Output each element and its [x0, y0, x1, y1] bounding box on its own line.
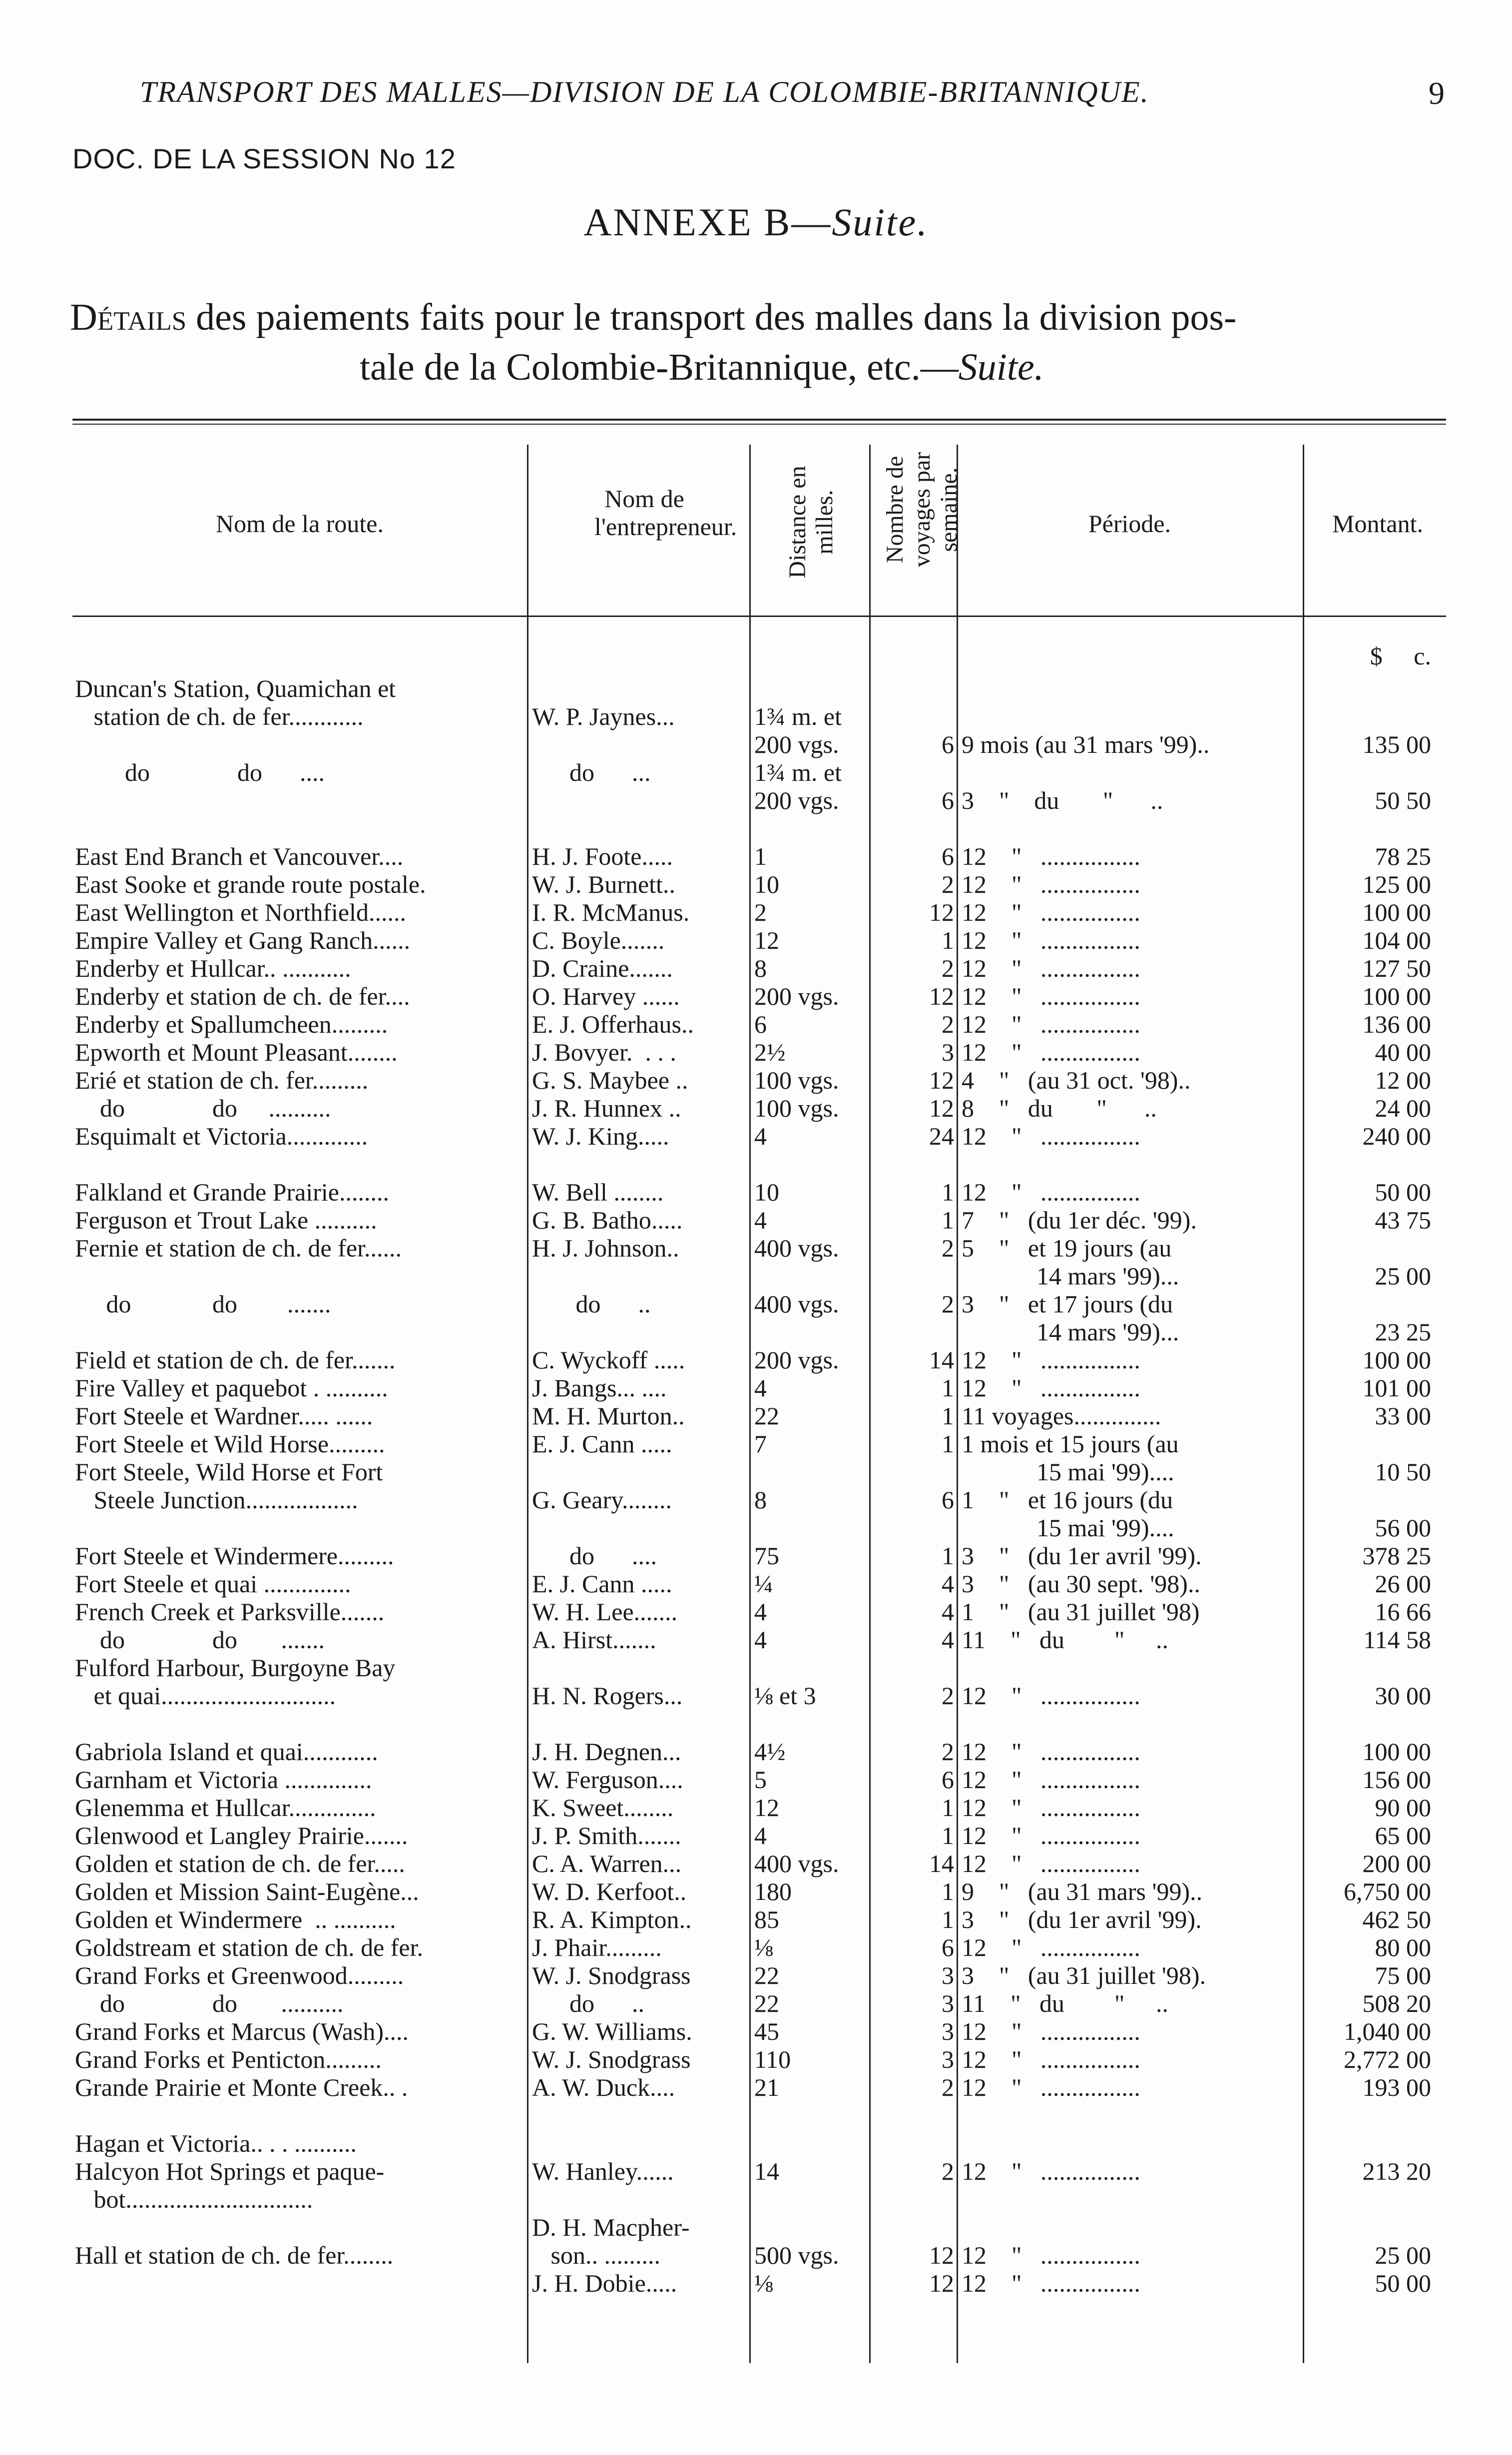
cell-contractor: O. Harvey ......: [532, 982, 680, 1010]
details-line-2: tale de la Colombie-Britannique, etc.—: [360, 346, 959, 388]
cell-period: 12 " ................: [962, 2073, 1140, 2101]
cell-period: 12 " ................: [962, 2045, 1140, 2073]
cell-period: 3 " du " ..: [962, 786, 1163, 814]
cell-route: Fort Steele et Wardner..... ......: [75, 1402, 373, 1430]
cell-contractor: C. A. Warren...: [532, 1849, 682, 1877]
cell-distance: 14: [754, 2157, 779, 2185]
column-header-route: Nom de la route.: [215, 510, 384, 538]
cell-period: 12 " ................: [962, 1178, 1140, 1206]
cell-distance: 8: [754, 1486, 767, 1514]
column-header-distance: Distance en milles.: [784, 466, 838, 579]
details-line-2-wrap: [70, 342, 1449, 392]
cell-route: French Creek et Parksville.......: [75, 1598, 385, 1626]
cell-amount: 125 00: [1362, 870, 1431, 898]
cell-amount: 30 00: [1375, 1682, 1431, 1710]
table-top-rule-2: [72, 424, 1446, 425]
column-header-trips: Nombre de voyages par semaine.: [882, 452, 962, 568]
cell-contractor: R. A. Kimpton..: [532, 1905, 692, 1933]
cell-contractor: E. J. Cann .....: [532, 1430, 672, 1458]
cell-route: Ferguson et Trout Lake ..........: [75, 1206, 377, 1234]
cell-trips: 2: [942, 2157, 954, 2185]
cell-distance: 6: [754, 1010, 767, 1038]
cell-trips: 1: [942, 1822, 954, 1849]
cell-distance: 4: [754, 1374, 767, 1402]
cell-contractor: W. H. Lee.......: [532, 1598, 678, 1626]
cell-amount: 10 50: [1375, 1458, 1431, 1486]
cell-route: Grand Forks et Greenwood.........: [75, 1961, 404, 1989]
cell-distance: 1¾ m. et: [754, 702, 842, 730]
cell-route: Falkland et Grande Prairie........: [75, 1178, 389, 1206]
cell-route: Golden et Windermere .. ..........: [75, 1905, 396, 1933]
cell-distance: 200 vgs.: [754, 786, 839, 814]
cell-amount: 23 25: [1375, 1318, 1431, 1346]
cell-trips: 1: [942, 1402, 954, 1430]
cell-distance: 12: [754, 926, 779, 954]
cell-contractor: G. S. Maybee ..: [532, 1066, 688, 1094]
cell-amount: 40 00: [1375, 1038, 1431, 1066]
cell-amount: 1,040 00: [1344, 2017, 1431, 2045]
cell-period: 11 " du " ..: [962, 1989, 1168, 2017]
cell-trips: 12: [929, 898, 954, 926]
cell-amount: 100 00: [1362, 1346, 1431, 1374]
cell-trips: 6: [942, 786, 954, 814]
cell-route: do do ..........: [75, 1989, 344, 2017]
cell-contractor: H. J. Johnson..: [532, 1234, 679, 1262]
cell-distance: 1¾ m. et: [754, 758, 842, 786]
cell-period: 3 " (du 1er avril '99).: [962, 1905, 1202, 1933]
cell-contractor: D. H. Macpher-: [532, 2213, 690, 2241]
details-line-1: des paiements faits pour le transport des malles dans la division pos-: [186, 296, 1237, 338]
cell-amount: 78 25: [1375, 842, 1431, 870]
cell-amount: 26 00: [1375, 1570, 1431, 1598]
cell-contractor: J. R. Hunnex ..: [532, 1094, 681, 1122]
cell-route: East Sooke et grande route postale.: [75, 870, 426, 898]
cell-distance: ⅛: [754, 2269, 773, 2297]
cell-trips: 2: [942, 870, 954, 898]
cell-contractor: W. Ferguson....: [532, 1766, 683, 1794]
cell-contractor: W. Hanley......: [532, 2157, 674, 2185]
cell-route: Erié et station de ch. fer.........: [75, 1066, 369, 1094]
cell-route: Golden et Mission Saint-Eugène...: [75, 1877, 419, 1905]
cell-distance: 10: [754, 1178, 779, 1206]
cell-period: 14 mars '99)...: [962, 1262, 1179, 1290]
cell-route: Hagan et Victoria.. . . ..........: [75, 2129, 357, 2157]
cell-period: 12 " ................: [962, 1794, 1140, 1822]
cell-route: Hall et station de ch. de fer........: [75, 2241, 394, 2269]
cell-contractor: W. J. Snodgrass: [532, 1961, 691, 1989]
cell-amount: 43 75: [1375, 1206, 1431, 1234]
cell-trips: 3: [942, 1989, 954, 2017]
annex-title-suite: Suite.: [832, 200, 929, 244]
cell-distance: 2: [754, 898, 767, 926]
cell-amount: 136 00: [1362, 1010, 1431, 1038]
cell-contractor: J. H. Dobie.....: [532, 2269, 677, 2297]
cell-distance: 200 vgs.: [754, 1346, 839, 1374]
cell-amount: 6,750 00: [1344, 1877, 1431, 1905]
cell-distance: 4½: [754, 1738, 786, 1766]
cell-contractor: A. W. Duck....: [532, 2073, 675, 2101]
cell-route: Halcyon Hot Springs et paque-: [75, 2157, 385, 2185]
cell-route: do do ....: [75, 758, 325, 786]
cell-trips: 6: [942, 1933, 954, 1961]
cell-route: Fulford Harbour, Burgoyne Bay: [75, 1654, 396, 1682]
cell-period: 12 " ................: [962, 2269, 1140, 2297]
column-divider: [749, 445, 751, 2363]
cell-route: Fort Steele, Wild Horse et Fort: [75, 1458, 383, 1486]
cell-distance: 75: [754, 1542, 779, 1570]
cell-distance: 4: [754, 1598, 767, 1626]
currency-units: $ c.: [1370, 642, 1431, 670]
cell-contractor: H. J. Foote.....: [532, 842, 673, 870]
cell-amount: 508 20: [1362, 1989, 1431, 2017]
cell-period: 8 " du " ..: [962, 1094, 1157, 1122]
cell-distance: 12: [754, 1794, 779, 1822]
cell-trips: 24: [929, 1122, 954, 1150]
cell-period: 9 mois (au 31 mars '99)..: [962, 730, 1210, 758]
cell-contractor: M. H. Murton..: [532, 1402, 685, 1430]
cell-period: 3 " (au 31 juillet '98).: [962, 1961, 1206, 1989]
cell-period: 1 " et 16 jours (du: [962, 1486, 1173, 1514]
cell-contractor: J. Bovyer. . . .: [532, 1038, 676, 1066]
cell-amount: 75 00: [1375, 1961, 1431, 1989]
cell-trips: 1: [942, 1905, 954, 1933]
cell-period: 12 " ................: [962, 1822, 1140, 1849]
cell-trips: 2: [942, 2073, 954, 2101]
cell-contractor: W. J. Burnett..: [532, 870, 676, 898]
cell-trips: 2: [942, 1290, 954, 1318]
cell-period: 12 " ................: [962, 1374, 1140, 1402]
cell-amount: 127 50: [1362, 954, 1431, 982]
cell-trips: 6: [942, 1486, 954, 1514]
cell-route: Goldstream et station de ch. de fer.: [75, 1933, 423, 1961]
cell-distance: 10: [754, 870, 779, 898]
cell-period: 14 mars '99)...: [962, 1318, 1179, 1346]
cell-trips: 1: [942, 1374, 954, 1402]
cell-distance: 5: [754, 1766, 767, 1794]
cell-route: Garnham et Victoria ..............: [75, 1766, 372, 1794]
cell-contractor: A. Hirst.......: [532, 1626, 656, 1654]
cell-amount: 25 00: [1375, 2241, 1431, 2269]
cell-amount: 462 50: [1362, 1905, 1431, 1933]
cell-distance: 4: [754, 1206, 767, 1234]
cell-route: Grand Forks et Penticton.........: [75, 2045, 382, 2073]
cell-period: 12 " ................: [962, 1933, 1140, 1961]
cell-distance: 4: [754, 1822, 767, 1849]
cell-trips: 2: [942, 1234, 954, 1262]
cell-contractor: W. J. King.....: [532, 1122, 669, 1150]
cell-trips: 1: [942, 926, 954, 954]
cell-contractor: D. Craine.......: [532, 954, 673, 982]
cell-period: 11 " du " ..: [962, 1626, 1168, 1654]
cell-period: 3 " (au 30 sept. '98)..: [962, 1570, 1200, 1598]
cell-distance: 2½: [754, 1038, 786, 1066]
cell-distance: 22: [754, 1989, 779, 2017]
column-header-contractor: Nom de l'entrepreneur.: [594, 485, 737, 541]
cell-period: 12 " ................: [962, 1738, 1140, 1766]
cell-route: Fort Steele et quai ..............: [75, 1570, 351, 1598]
cell-contractor: W. D. Kerfoot..: [532, 1877, 687, 1905]
cell-contractor: J. P. Smith.......: [532, 1822, 681, 1849]
cell-distance: 1: [754, 842, 767, 870]
column-divider: [527, 445, 528, 2363]
cell-period: 12 " ................: [962, 898, 1140, 926]
cell-period: 4 " (au 31 oct. '98)..: [962, 1066, 1191, 1094]
cell-route: do do .......: [75, 1626, 325, 1654]
cell-contractor: J. Phair.........: [532, 1933, 662, 1961]
cell-period: 9 " (au 31 mars '99)..: [962, 1877, 1203, 1905]
cell-route: Grand Forks et Marcus (Wash)....: [75, 2017, 409, 2045]
cell-distance: 7: [754, 1430, 767, 1458]
cell-contractor: do ..: [532, 1290, 651, 1318]
cell-trips: 3: [942, 2045, 954, 2073]
cell-distance: 180: [754, 1877, 792, 1905]
cell-trips: 4: [942, 1570, 954, 1598]
cell-trips: 12: [929, 1066, 954, 1094]
cell-distance: ⅛ et 3: [754, 1682, 816, 1710]
cell-period: 12 " ................: [962, 2157, 1140, 2185]
cell-amount: 90 00: [1375, 1794, 1431, 1822]
cell-period: 3 " (du 1er avril '99).: [962, 1542, 1202, 1570]
cell-route: Enderby et station de ch. de fer....: [75, 982, 410, 1010]
cell-contractor: C. Wyckoff .....: [532, 1346, 685, 1374]
cell-period: 12 " ................: [962, 870, 1140, 898]
annex-title-main: ANNEXE B—: [583, 200, 832, 244]
cell-amount: 114 58: [1363, 1626, 1431, 1654]
cell-route: Fort Steele et Windermere.........: [75, 1542, 394, 1570]
cell-route: East Wellington et Northfield......: [75, 898, 406, 926]
cell-distance: 8: [754, 954, 767, 982]
cell-trips: 12: [929, 2269, 954, 2297]
cell-amount: 65 00: [1375, 1822, 1431, 1849]
cell-distance: 22: [754, 1402, 779, 1430]
cell-amount: 193 00: [1362, 2073, 1431, 2101]
cell-amount: 104 00: [1362, 926, 1431, 954]
cell-amount: 101 00: [1362, 1374, 1431, 1402]
cell-period: 12 " ................: [962, 1849, 1140, 1877]
cell-trips: 2: [942, 954, 954, 982]
cell-amount: 240 00: [1362, 1122, 1431, 1150]
cell-route: Grande Prairie et Monte Creek.. .: [75, 2073, 408, 2101]
cell-route: do do .......: [75, 1290, 331, 1318]
cell-route: et quai............................: [75, 1682, 336, 1710]
cell-distance: 21: [754, 2073, 779, 2101]
cell-route: Fire Valley et paquebot . ..........: [75, 1374, 388, 1402]
cell-distance: 100 vgs.: [754, 1066, 839, 1094]
details-suite: Suite.: [958, 346, 1044, 388]
cell-route: Esquimalt et Victoria.............: [75, 1122, 368, 1150]
cell-trips: 1: [942, 1206, 954, 1234]
cell-period: 1 mois et 15 jours (au: [962, 1430, 1179, 1458]
cell-route: Fernie et station de ch. de fer......: [75, 1234, 402, 1262]
cell-period: 12 " ................: [962, 1038, 1140, 1066]
cell-route: Gabriola Island et quai............: [75, 1738, 378, 1766]
column-header-period: Période.: [1088, 510, 1171, 538]
cell-route: Field et station de ch. de fer.......: [75, 1346, 396, 1374]
cell-trips: 2: [942, 1682, 954, 1710]
cell-trips: 3: [942, 2017, 954, 2045]
cell-amount: 16 66: [1375, 1598, 1431, 1626]
cell-route: do do ..........: [75, 1094, 331, 1122]
column-divider: [869, 445, 871, 2363]
cell-contractor: C. Boyle.......: [532, 926, 665, 954]
cell-trips: 2: [942, 1738, 954, 1766]
cell-trips: 6: [942, 1766, 954, 1794]
cell-period: 5 " et 19 jours (au: [962, 1234, 1172, 1262]
cell-contractor: W. P. Jaynes...: [532, 702, 675, 730]
cell-period: 12 " ................: [962, 954, 1140, 982]
cell-route: Enderby et Spallumcheen.........: [75, 1010, 388, 1038]
cell-distance: ⅛: [754, 1933, 773, 1961]
cell-amount: 156 00: [1362, 1766, 1431, 1794]
cell-trips: 12: [929, 982, 954, 1010]
cell-distance: 4: [754, 1122, 767, 1150]
cell-route: Glenwood et Langley Prairie.......: [75, 1822, 408, 1849]
cell-amount: 56 00: [1375, 1514, 1431, 1542]
cell-trips: 12: [929, 2241, 954, 2269]
cell-trips: 12: [929, 1094, 954, 1122]
cell-amount: 100 00: [1362, 1738, 1431, 1766]
page-number: 9: [1429, 75, 1445, 111]
cell-route: bot..............................: [75, 2185, 313, 2213]
cell-amount: 100 00: [1362, 982, 1431, 1010]
cell-route: Fort Steele et Wild Horse.........: [75, 1430, 385, 1458]
cell-distance: 22: [754, 1961, 779, 1989]
cell-contractor: W. J. Snodgrass: [532, 2045, 691, 2073]
cell-amount: 100 00: [1362, 898, 1431, 926]
cell-period: 12 " ................: [962, 926, 1140, 954]
cell-period: 1 " (au 31 juillet '98): [962, 1598, 1200, 1626]
cell-trips: 3: [942, 1038, 954, 1066]
cell-contractor: do ..: [532, 1989, 644, 2017]
cell-contractor: G. W. Williams.: [532, 2017, 692, 2045]
cell-route: Glenemma et Hullcar..............: [75, 1794, 376, 1822]
cell-contractor: K. Sweet........: [532, 1794, 674, 1822]
cell-contractor: son.. .........: [532, 2241, 660, 2269]
cell-route: Duncan's Station, Quamichan et: [75, 674, 396, 702]
cell-amount: 50 50: [1375, 786, 1431, 814]
cell-period: 12 " ................: [962, 1682, 1140, 1710]
annex-title: [0, 200, 1512, 245]
cell-period: 12 " ................: [962, 1766, 1140, 1794]
details-lead-word: Détails: [70, 296, 187, 338]
cell-period: 11 voyages..............: [962, 1402, 1161, 1430]
cell-trips: 1: [942, 1178, 954, 1206]
cell-route: Empire Valley et Gang Ranch......: [75, 926, 411, 954]
cell-amount: 50 00: [1375, 1178, 1431, 1206]
cell-contractor: H. N. Rogers...: [532, 1682, 683, 1710]
cell-amount: 378 25: [1362, 1542, 1431, 1570]
cell-trips: 4: [942, 1598, 954, 1626]
cell-route: Epworth et Mount Pleasant........: [75, 1038, 398, 1066]
cell-distance: 85: [754, 1905, 779, 1933]
cell-trips: 4: [942, 1626, 954, 1654]
cell-trips: 1: [942, 1794, 954, 1822]
header-bottom-rule: [72, 615, 1446, 617]
cell-route: Enderby et Hullcar.. ...........: [75, 954, 351, 982]
cell-contractor: G. Geary........: [532, 1486, 672, 1514]
cell-distance: 400 vgs.: [754, 1849, 839, 1877]
table-top-rule: [72, 419, 1446, 421]
cell-distance: 200 vgs.: [754, 730, 839, 758]
column-divider: [1303, 445, 1304, 2363]
cell-contractor: J. Bangs... ....: [532, 1374, 667, 1402]
session-document-line: DOC. DE LA SESSION No 12: [72, 143, 456, 174]
cell-period: 12 " ................: [962, 982, 1140, 1010]
cell-amount: 24 00: [1375, 1094, 1431, 1122]
section-heading: [70, 292, 1449, 392]
cell-contractor: do ....: [532, 1542, 657, 1570]
cell-trips: 3: [942, 1961, 954, 1989]
cell-amount: 25 00: [1375, 1262, 1431, 1290]
column-divider: [957, 445, 958, 2363]
cell-contractor: I. R. McManus.: [532, 898, 690, 926]
cell-period: 15 mai '99)....: [962, 1458, 1174, 1486]
cell-period: 12 " ................: [962, 842, 1140, 870]
cell-distance: 45: [754, 2017, 779, 2045]
cell-contractor: G. B. Batho.....: [532, 1206, 683, 1234]
cell-amount: 2,772 00: [1344, 2045, 1431, 2073]
cell-trips: 14: [929, 1849, 954, 1877]
cell-route: station de ch. de fer............: [75, 702, 364, 730]
cell-amount: 80 00: [1375, 1933, 1431, 1961]
cell-trips: 1: [942, 1542, 954, 1570]
running-title: TRANSPORT DES MALLES—DIVISION DE LA COLOMBIE-BRITANNIQUE.: [140, 75, 1149, 108]
cell-contractor: do ...: [532, 758, 651, 786]
cell-amount: 33 00: [1375, 1402, 1431, 1430]
cell-distance: 110: [754, 2045, 791, 2073]
cell-route: Golden et station de ch. de fer.....: [75, 1849, 405, 1877]
cell-distance: 400 vgs.: [754, 1290, 839, 1318]
cell-trips: 2: [942, 1010, 954, 1038]
cell-route: East End Branch et Vancouver....: [75, 842, 404, 870]
cell-period: 7 " (du 1er déc. '99).: [962, 1206, 1197, 1234]
cell-trips: 6: [942, 842, 954, 870]
cell-trips: 1: [942, 1430, 954, 1458]
cell-period: 12 " ................: [962, 1010, 1140, 1038]
cell-contractor: E. J. Offerhaus..: [532, 1010, 694, 1038]
cell-trips: 14: [929, 1346, 954, 1374]
cell-period: 12 " ................: [962, 2241, 1140, 2269]
cell-period: 3 " et 17 jours (du: [962, 1290, 1173, 1318]
column-header-amount: Montant.: [1332, 510, 1423, 538]
cell-contractor: J. H. Degnen...: [532, 1738, 681, 1766]
cell-contractor: E. J. Cann .....: [532, 1570, 672, 1598]
cell-contractor: W. Bell ........: [532, 1178, 664, 1206]
cell-distance: 400 vgs.: [754, 1234, 839, 1262]
cell-amount: 135 00: [1362, 730, 1431, 758]
cell-distance: 4: [754, 1626, 767, 1654]
cell-amount: 200 00: [1362, 1849, 1431, 1877]
cell-distance: 500 vgs.: [754, 2241, 839, 2269]
cell-period: 12 " ................: [962, 1346, 1140, 1374]
cell-distance: 100 vgs.: [754, 1094, 839, 1122]
cell-distance: ¼: [754, 1570, 773, 1598]
cell-amount: 12 00: [1375, 1066, 1431, 1094]
cell-amount: 50 00: [1375, 2269, 1431, 2297]
cell-amount: 213 20: [1362, 2157, 1431, 2185]
cell-trips: 1: [942, 1877, 954, 1905]
cell-period: 12 " ................: [962, 2017, 1140, 2045]
cell-period: 12 " ................: [962, 1122, 1140, 1150]
cell-distance: 200 vgs.: [754, 982, 839, 1010]
cell-period: 15 mai '99)....: [962, 1514, 1174, 1542]
cell-trips: 6: [942, 730, 954, 758]
cell-route: Steele Junction..................: [75, 1486, 358, 1514]
